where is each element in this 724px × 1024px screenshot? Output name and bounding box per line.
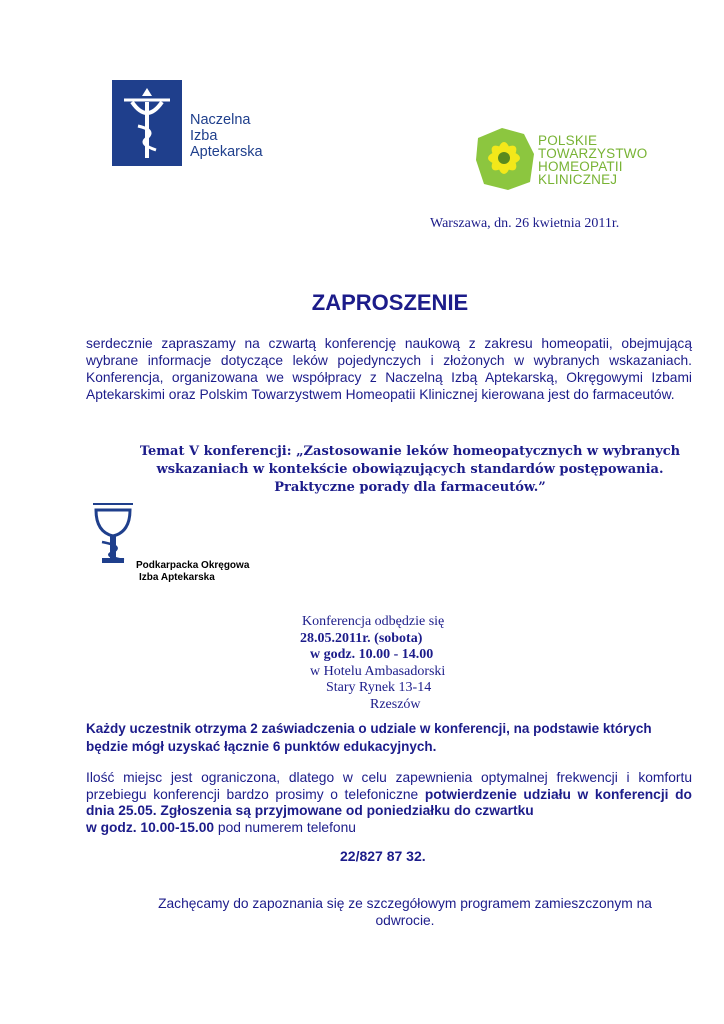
event-intro: Konferencja odbędzie się (302, 614, 445, 629)
page-title: ZAPROSZENIE (311, 290, 469, 315)
event-street: Stary Rynek 13-14 (326, 680, 432, 695)
event-details (280, 614, 460, 713)
topic-line: Praktyczne porady dla farmaceutów.” (274, 480, 546, 495)
pharmacy-cup-icon (88, 500, 138, 568)
event-venue: w Hotelu Ambasadorski (310, 663, 446, 679)
ptho-logo-text: POLSKIE TOWARZYSTWO HOMEOPATII KLINICZNEJ (538, 133, 648, 187)
caduceus-icon (112, 80, 182, 166)
document-date: Warszawa, dn. 26 kwietnia 2011r. (430, 216, 620, 231)
event-city: Rzeszów (370, 696, 421, 712)
topic-line: Temat V konferencji: „Zastosowanie leków homeopatycznych w wybranych (139, 444, 681, 459)
phone-number: 22/827 87 32. (340, 848, 426, 864)
event-date: 28.05.2011r. (sobota) (300, 630, 423, 646)
poia-name: Podkarpacka Okręgowa Izba Aptekarska (136, 560, 250, 583)
flower-map-icon (472, 124, 538, 196)
conference-topic (100, 443, 720, 497)
certificates-note: Każdy uczestnik otrzyma 2 zaświadczenia o udziale w konferencji, na podstawie których będzie mógł uzyskać łącznie 6 punktów edukacyjnych. (86, 721, 652, 754)
registration-note: Ilość miejsc jest ograniczona, dlatego w celu zapewnienia optymalnej frekwencji i komfortu przebiegu konferencji bardzo prosimy o telefoniczne potwierdzenie udziału w konferencji do dnia 25.05. Zgłoszenia są przyjmowane od poniedziałku do czwartku w godz. 10.00-15.00 pod numerem telefonu (86, 770, 692, 835)
topic-line: wskazaniach w kontekście obowiązujących standardów postępowania. (156, 462, 664, 477)
ptho-logo (472, 124, 662, 196)
poia-logo (88, 500, 138, 568)
nia-logo-text: Naczelna Izba Aptekarska (190, 112, 263, 160)
intro-paragraph: serdecznie zapraszamy na czwartą konferencję naukową z zakresu homeopatii, obejmującą wybrane informacje dotyczące leków pojedynczych i złożonych w wybranych wskazaniach. Konferencja, organizowana we współpracy z Naczelną Izbą Aptekarską, Okręgowymi Izbami Aptekarskimi oraz Polskim Towarzystwem Homeopatii Klinicznej kierowana jest do farmaceutów. (86, 336, 692, 402)
closing-note: Zachęcamy do zapoznania się ze szczegółowym programem zamieszczonym na odwrocie. (158, 896, 652, 928)
nia-logo (112, 80, 282, 166)
event-time: w godz. 10.00 - 14.00 (310, 647, 434, 662)
